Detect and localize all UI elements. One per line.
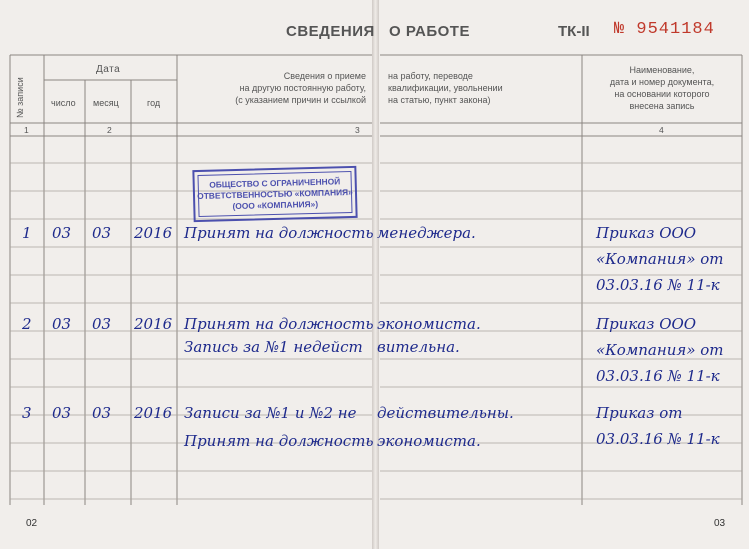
entry-text-right: менеджера. xyxy=(377,224,476,242)
serial-number: № 9541184 xyxy=(614,20,715,39)
info-header-left-line: (с указанием причин и ссылкой xyxy=(235,95,366,105)
entry-text-left: Принят на должность xyxy=(184,315,374,333)
entry-number: 1 xyxy=(22,224,32,242)
entry-document: 03.03.16 № 11-к xyxy=(596,430,720,448)
entry-text-left: Записи за №1 и №2 не xyxy=(184,404,357,422)
day-header: число xyxy=(51,98,76,108)
header-title-right: О РАБОТЕ xyxy=(389,23,470,40)
entry-text-right: действительны. xyxy=(377,404,514,422)
document-header-line: внесена запись xyxy=(629,101,695,111)
entry-text-right: экономиста. xyxy=(377,432,481,450)
entry-year: 2016 xyxy=(134,315,173,333)
record-number-header: № записи xyxy=(15,77,25,118)
entry-month: 03 xyxy=(92,404,112,422)
month-header: месяц xyxy=(93,98,119,108)
entry-number: 3 xyxy=(22,404,32,422)
date-header: Дата xyxy=(96,64,121,75)
document-header-line: дата и номер документа, xyxy=(609,77,715,87)
column-index-2: 2 xyxy=(107,125,112,135)
info-header-right xyxy=(388,70,503,106)
info-header-left-line: Сведения о приеме xyxy=(283,71,366,81)
entry-text-left: Запись за №1 недейст xyxy=(184,338,363,356)
info-header-left xyxy=(235,70,366,106)
column-index-3: 3 xyxy=(355,125,360,135)
column-index-1: 1 xyxy=(24,125,29,135)
entry-day: 03 xyxy=(52,404,72,422)
entry-document: Приказ ООО xyxy=(596,315,697,333)
page-number-right: 03 xyxy=(714,518,726,529)
entry-month: 03 xyxy=(92,315,112,333)
entry-day: 03 xyxy=(52,224,72,242)
entry-text-right: экономиста. xyxy=(377,315,481,333)
info-header-right-line: на работу, переводе xyxy=(388,71,473,81)
entry-document: «Компания» от xyxy=(596,341,724,359)
document-header xyxy=(584,64,740,112)
entry-day: 03 xyxy=(52,315,72,333)
year-header: год xyxy=(147,98,161,108)
info-header-right-line: квалификации, увольнении xyxy=(388,83,503,93)
entry-year: 2016 xyxy=(134,224,173,242)
entry-text-right: вительна. xyxy=(377,338,460,356)
company-stamp xyxy=(192,166,357,222)
entry-month: 03 xyxy=(92,224,112,242)
document-header-line: Наименование, xyxy=(629,65,695,75)
stamp-line: ОБЩЕСТВО С ОГРАНИЧЕННОЙ xyxy=(209,175,341,190)
entry-document: 03.03.16 № 11-к xyxy=(596,276,720,294)
info-header-right-line: на статью, пункт закона) xyxy=(388,95,491,105)
stamp-line: (ООО «КОМПАНИЯ») xyxy=(232,198,319,211)
stamp-line: ОТВЕТСТВЕННОСТЬЮ «КОМПАНИЯ» xyxy=(197,186,353,201)
column-index-4: 4 xyxy=(659,125,664,135)
entry-year: 2016 xyxy=(134,404,173,422)
entry-text-left: Принят на должность xyxy=(184,432,374,450)
header-title-left: СВЕДЕНИЯ xyxy=(286,23,375,40)
entry-document: «Компания» от xyxy=(596,250,724,268)
page-number-left: 02 xyxy=(26,518,38,529)
entry-text-left: Принят на должность xyxy=(184,224,374,242)
entry-document: Приказ ООО xyxy=(596,224,697,242)
info-header-left-line: на другую постоянную работу, xyxy=(239,83,366,93)
entry-document: Приказ от xyxy=(596,404,683,422)
entry-number: 2 xyxy=(22,315,32,333)
entry-document: 03.03.16 № 11-к xyxy=(596,367,720,385)
form-series: ТК-II xyxy=(558,23,590,40)
document-header-line: на основании которого xyxy=(614,89,710,99)
